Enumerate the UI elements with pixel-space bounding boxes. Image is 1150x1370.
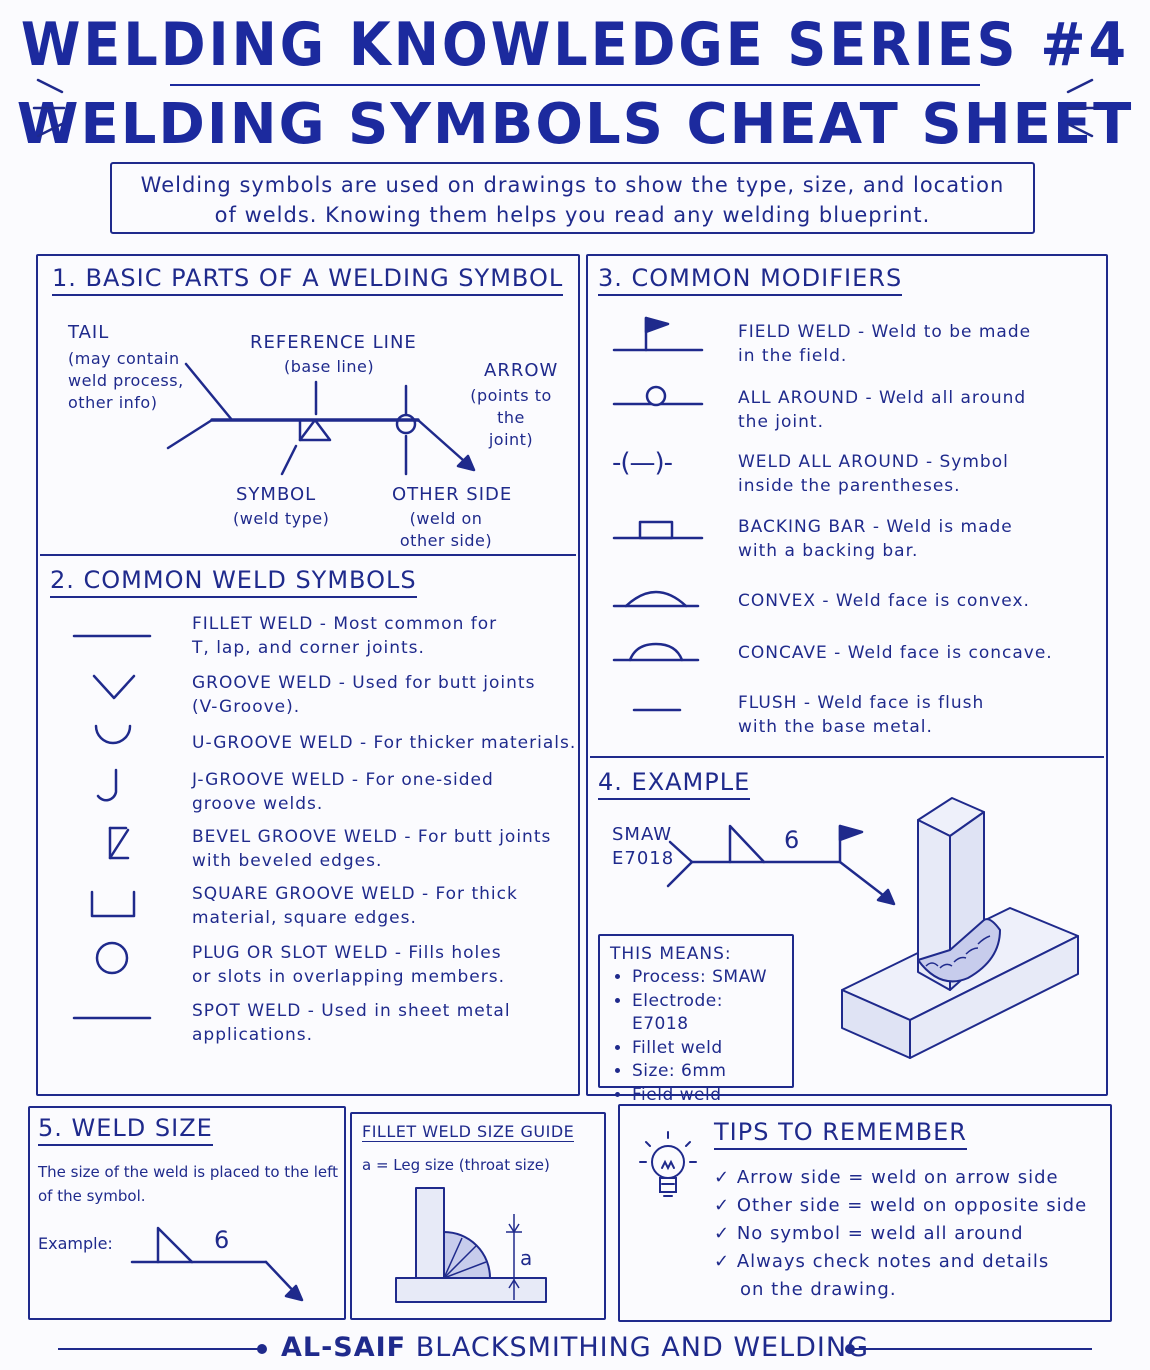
- tip-item: ✓ No symbol = weld all around: [714, 1223, 1024, 1244]
- arrow-label: ARROW: [484, 360, 559, 381]
- page-title: WELDING SYMBOLS CHEAT SHEET: [16, 92, 1134, 157]
- weld-symbol-item: U-GROOVE WELD - For thicker materials.: [192, 733, 577, 753]
- symbol-label: SYMBOL: [236, 484, 317, 505]
- check-icon: ✓: [714, 1167, 731, 1188]
- weld-size-value: 6: [214, 1226, 230, 1254]
- modifier-item: FIELD WELD - Weld to be made in the field.: [738, 322, 1032, 366]
- weld-symbol-item: GROOVE WELD - Used for butt joints (V-Groove).: [192, 673, 536, 717]
- weld-all-around-icon: -(—)-: [612, 448, 673, 478]
- other-side-note: (weld on other side): [399, 509, 493, 550]
- means-item: • Field weld: [632, 1084, 782, 1108]
- means-title: THIS MEANS:: [610, 944, 732, 964]
- modifier-item: ALL AROUND - Weld all around the joint.: [738, 388, 1027, 432]
- arrow-note: (points to the joint): [470, 386, 552, 449]
- section3-title: 3. COMMON MODIFIERS: [598, 264, 902, 292]
- intro-line-1: Welding symbols are used on drawings to show the type, size, and location: [140, 173, 1005, 197]
- guide-legend: a = Leg size (throat size): [362, 1156, 550, 1174]
- means-item: • Fillet weld: [632, 1037, 782, 1061]
- check-icon: ✓: [714, 1195, 731, 1216]
- intro-line-2: of welds. Knowing them helps you read any welding blueprint.: [214, 203, 931, 227]
- check-icon: ✓: [714, 1223, 731, 1244]
- tip-item: ✓ Other side = weld on opposite side: [714, 1195, 1088, 1216]
- reference-line-note: (base line): [284, 357, 375, 376]
- section2-title: 2. COMMON WELD SYMBOLS: [50, 566, 417, 594]
- process-label: SMAW: [612, 824, 673, 845]
- example-size: 6: [784, 826, 800, 854]
- section4-title: 4. EXAMPLE: [598, 768, 750, 796]
- weld-symbol-item: J-GROOVE WELD - For one-sided groove welds.: [192, 770, 494, 814]
- tail-label: TAIL: [68, 322, 110, 343]
- means-item: • Size: 6mm: [632, 1060, 782, 1084]
- electrode-label: E7018: [612, 848, 675, 869]
- weld-size-text: The size of the weld is placed to the left of the symbol.: [38, 1163, 338, 1205]
- means-item: • Electrode: E7018: [632, 990, 782, 1037]
- series-title: WELDING KNOWLEDGE SERIES #4: [20, 10, 1130, 80]
- tip-item: ✓ Arrow side = weld on arrow side: [714, 1167, 1059, 1188]
- weld-symbol-item: SPOT WELD - Used in sheet metal applications.: [192, 1001, 511, 1045]
- means-item: • Process: SMAW: [632, 966, 782, 990]
- tail-note: (may contain weld process, other info): [68, 349, 184, 412]
- example-label: Example:: [38, 1234, 113, 1253]
- footer-brand: AL-SAIF BLACKSMITHING AND WELDING: [280, 1332, 870, 1363]
- guide-title: FILLET WELD SIZE GUIDE: [362, 1122, 575, 1141]
- section5-title: 5. WELD SIZE: [38, 1114, 213, 1142]
- modifier-item: FLUSH - Weld face is flush with the base metal.: [738, 693, 985, 737]
- modifier-item: BACKING BAR - Weld is made with a backing bar.: [738, 517, 1013, 561]
- weld-symbol-item: SQUARE GROOVE WELD - For thick material, square edges.: [192, 884, 518, 928]
- reference-line-label: REFERENCE LINE: [250, 332, 417, 353]
- tip-item-continued: on the drawing.: [740, 1279, 897, 1300]
- modifier-item: WELD ALL AROUND - Symbol inside the parentheses.: [738, 452, 1009, 496]
- other-side-label: OTHER SIDE: [392, 484, 513, 505]
- symbol-note: (weld type): [233, 509, 330, 528]
- weld-symbol-item: PLUG OR SLOT WELD - Fills holes or slots in overlapping members.: [192, 943, 506, 987]
- check-icon: ✓: [714, 1251, 731, 1272]
- leg-size-label: a: [520, 1246, 533, 1270]
- section1-title: 1. BASIC PARTS OF A WELDING SYMBOL: [52, 264, 563, 292]
- weld-symbol-item: FILLET WELD - Most common for T, lap, and corner joints.: [192, 614, 498, 658]
- weld-symbol-item: BEVEL GROOVE WELD - For butt joints with beveled edges.: [192, 827, 552, 871]
- modifier-item: CONCAVE - Weld face is concave.: [738, 643, 1053, 663]
- tip-item: ✓ Always check notes and details: [714, 1251, 1050, 1272]
- modifier-item: CONVEX - Weld face is convex.: [738, 591, 1030, 611]
- tips-title: TIPS TO REMEMBER: [714, 1118, 967, 1146]
